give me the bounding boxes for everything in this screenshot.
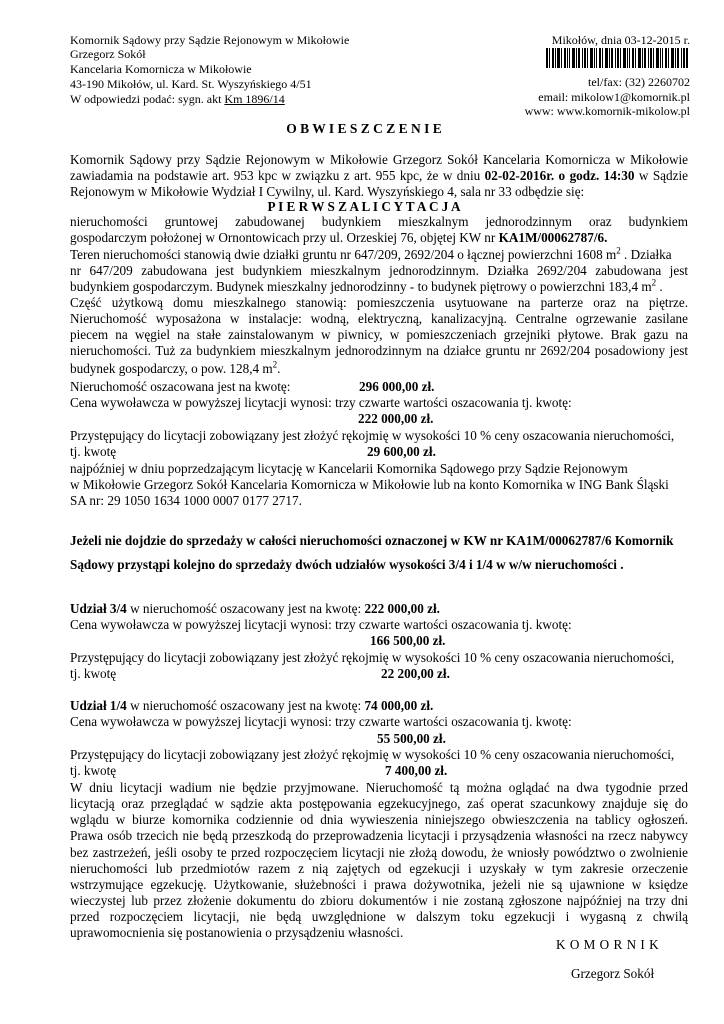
share-34-call-label: Cena wywoławcza w powyższej licytacji wynosi: trzy czwarte wartości oszacowania tj. kwotę: [70,617,572,632]
shares-notice-line-1: Jeżeli nie dojdzie do sprzedaży w całości nieruchomości oznaczonej w KW nr KA1M/00062787/6 Komornik [70,533,674,548]
property-line-3a: Teren nieruchomości stanowią dwie działki gruntu nr 647/209, 2692/204 o łącznej powierzchni 1608 m [70,247,617,262]
property-line-5b: . [656,279,663,294]
barcode [546,48,688,68]
closing-line-8: wieczystej lub przez złożenie dokumentu do zbioru dokumentów i nie zostaną zgłoszone najpóźniej na trzy dni [70,893,688,908]
property-line-7: Nieruchomość wyposażona w instalacje: wodną, elektryczną, kanalizacyjną. Centralne ogrzewanie zasilane [70,311,688,326]
share-34-value [70,601,440,617]
share-34-deposit-prefix: tj. kwotę [70,666,117,681]
property-line-4: nr 647/209 zabudowana jest budynkiem mieszkalnym jednorodzinnym. Działka 2692/204 zabudowana jest [70,263,688,278]
property-line-2a: gospodarczym położonej w Ornontowicach przy ul. Orzeskiej 76, objętej KW nr [70,230,499,245]
valuation-amount: 296 000,00 zł. [359,379,435,394]
case-number: Km 1896/14 [224,92,285,106]
property-line-9: nieruchomości. Tuż za budynkiem mieszkalnym jednorodzinnym na działce gruntu nr 2692/204 posadowiony jest [70,343,688,358]
intro-line-1: Komornik Sądowy przy Sądzie Rejonowym w Mikołowie Grzegorz Sokół Kancelaria Komornicza w Mikołowie [70,152,688,167]
share-14-deposit-label: Przystępujący do licytacji zobowiązany jest złożyć rękojmię w wysokości 10 % ceny oszacowania nieruchomości, [70,747,675,762]
office-line-3: Kancelaria Komornicza w Mikołowie [70,62,252,76]
valuation-label: Nieruchomość oszacowana jest na kwotę: [70,379,291,394]
closing-line-1: W dniu licytacji wadium nie będzie przyjmowane. Nieruchomość tą można oglądać na dwa tygodnie przed [70,780,688,795]
office-line-2: Grzegorz Sokół [70,47,146,61]
closing-line-3: wglądu w biurze komornika codziennie od dnia wywieszenia niniejszego obwieszczenia na tablicy ogłoszeń. [70,812,688,827]
share-34-call-amount: 166 500,00 zł. [370,633,446,648]
payment-line-3: SA nr: 29 1050 1634 1000 0007 0177 2717. [70,493,302,508]
share-14-label: w nieruchomość oszacowany jest na kwotę: [126,698,365,713]
place-date: Mikołów, dnia 03-12-2015 r. [551,33,690,47]
m2-superscript: 2 [616,245,621,256]
signature-role: K O M O R N I K [556,937,660,952]
property-line-10a: budynek gospodarczy, o pow. 128,4 m [70,361,273,376]
share-14-deposit-prefix: tj. kwotę [70,763,117,778]
closing-line-2: licytacją oraz przeglądać w sądzie akta postępowania egzekucyjnego, zaś operat szacunkowy znajduje się do [70,796,688,811]
property-line-3 [70,247,672,263]
share-14-call-label: Cena wywoławcza w powyższej licytacji wynosi: trzy czwarte wartości oszacowania tj. kwotę: [70,714,572,729]
reply-prefix: W odpowiedzi podać: sygn. akt [70,92,225,106]
share-34-deposit-amount: 22 200,00 zł. [381,666,450,681]
intro-line-3: Rejonowym w Mikołowie Wydział I Cywilny, ul. Kard. Wyszyńskiego 4, sala nr 33 odbędzie się: [70,184,585,199]
share-14-title: Udział 1/4 [70,698,127,713]
office-line-1: Komornik Sądowy przy Sądzie Rejonowym w Mikołowie [70,33,350,47]
property-line-3b: . Działka [620,247,672,262]
website: www: www.komornik-mikolow.pl [524,104,690,118]
share-34-label: w nieruchomość oszacowany jest na kwotę: [126,601,365,616]
m2-superscript: 2 [272,359,278,370]
closing-line-5: bez zastrzeżeń, jeśli osoby te przed rozpoczęciem licytacji nie złożą dowodu, że wniosły powództwo o zwolnienie [70,845,688,860]
property-line-8: piecem na węgiel na stałe zainstalowanym w piwnicy, w pomieszczeniach grzejniki płytowe. Brak gazu na [70,327,688,342]
auction-datetime: 02-02-2016r. o godz. 14:30 [484,168,635,183]
property-line-2 [70,230,607,246]
share-14-value [70,698,433,714]
closing-line-10: uprawomocnienia się postanowienia o przysądzeniu własności. [70,925,404,940]
share-34-title: Udział 3/4 [70,601,127,616]
email: email: mikolow1@komornik.pl [538,90,690,104]
closing-line-6: nieruchomości lub przedmiotów razem z nią zajętych od egzekucji i uzyskały w tym zakresie orzeczenie [70,861,688,876]
m2-superscript: 2 [651,277,657,288]
intro-line-2 [70,168,688,184]
property-line-5a: budynkiem gospodarczym. Budynek mieszkalny jednorodzinny - to budynek piętrowy o powierzchni 183,4 m [70,279,652,294]
payment-line-1: najpóźniej w dniu poprzedzającym licytację w Kancelarii Komornika Sądowego przy Sądzie Rejonowym [70,461,628,476]
closing-line-7: wstrzymujące egzekucję. Użytkowanie, służebności i prawa dożywotnika, jeżeli nie są ujawnione w księdze [70,877,688,892]
share-14-deposit-amount: 7 400,00 zł. [385,763,448,778]
auction-title: P I E R W S Z A L I C Y T A C J A [267,199,461,214]
deposit-amount: 29 600,00 zł. [367,444,436,459]
deposit-label: Przystępujący do licytacji zobowiązany jest złożyć rękojmię w wysokości 10 % ceny oszacowania nieruchomości, [70,428,675,443]
property-line-10b: . [277,361,281,376]
share-14-amount: 74 000,00 zł. [364,698,434,713]
closing-line-9: przed rozpoczęciem licytacji, nie będą uwzględnione w dalszym toku egzekucji i wygasną z chwilą [70,909,688,924]
payment-line-2: w Mikołowie Grzegorz Sokół Kancelaria Komornicza w Mikołowie lub na konto Komornika w ING Bank Śląski [70,477,669,492]
intro-line-2c: w Sądzie [634,168,688,183]
call-price-amount: 222 000,00 zł. [358,411,434,426]
notice-title: O B W I E S Z C Z E N I E [286,121,442,136]
office-line-4: 43-190 Mikołów, ul. Kard. St. Wyszyńskiego 4/51 [70,77,312,91]
signature-name: Grzegorz Sokół [571,966,655,981]
deposit-prefix: tj. kwotę [70,444,117,459]
property-line-5 [70,279,663,295]
share-34-amount: 222 000,00 zł. [364,601,440,616]
share-34-deposit-label: Przystępujący do licytacji zobowiązany jest złożyć rękojmię w wysokości 10 % ceny oszacowania nieruchomości, [70,650,675,665]
land-register-number: KA1M/00062787/6. [498,230,608,245]
property-line-1: nieruchomości gruntowej zabudowanej budynkiem mieszkalnym jednorodzinnym oraz budynkiem [70,214,688,229]
call-price-label: Cena wywoławcza w powyższej licytacji wynosi: trzy czwarte wartości oszacowania tj. kwotę: [70,395,572,410]
shares-notice-line-2: Sądowy przystąpi kolejno do sprzedaży dwóch udziałów wysokości 3/4 i 1/4 w w/w nieruchomości . [70,557,624,572]
property-line-6: Część użytkową domu mieszkalnego stanowią: pomieszczenia usytuowane na parterze oraz na piętrze. [70,295,688,310]
telfax: tel/fax: (32) 2260702 [588,75,690,89]
reply-reference [70,92,285,106]
share-14-call-amount: 55 500,00 zł. [377,731,446,746]
closing-line-4: Prawa osób trzecich nie będą przeszkodą do przeprowadzenia licytacji i przysądzenia własności na rzecz nabywcy [70,828,688,843]
property-line-10 [70,361,280,377]
intro-line-2a: zawiadamia na podstawie art. 953 kpc w związku z art. 955 kpc, że w dniu [70,168,485,183]
